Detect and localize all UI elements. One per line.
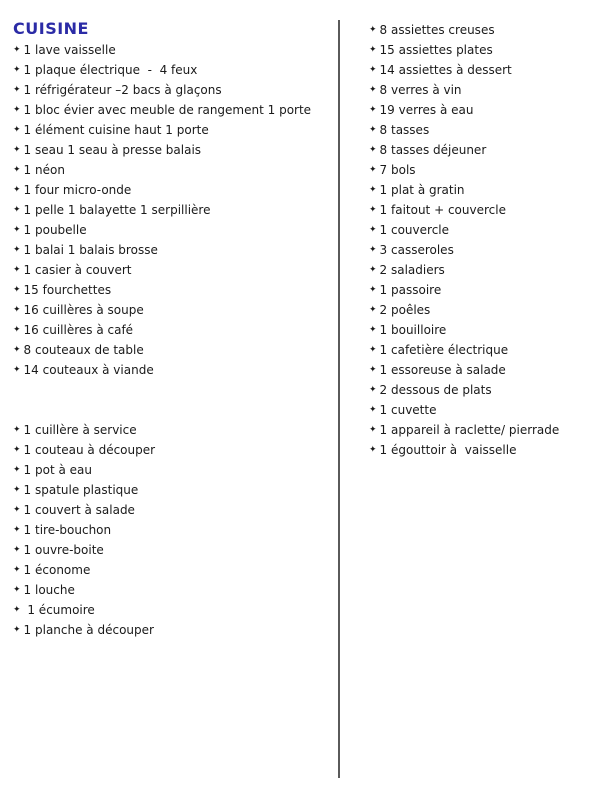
bullet-diamond-icon: ✦ (369, 225, 377, 235)
bullet-diamond-icon: ✦ (13, 445, 21, 455)
item-label: 1 réfrigérateur –2 bacs à glaçons (23, 83, 222, 97)
bullet-diamond-icon: ✦ (369, 185, 377, 195)
list-item (13, 80, 335, 100)
bullet-diamond-icon: ✦ (13, 205, 21, 215)
list-item (13, 460, 335, 480)
item-label: 1 élément cuisine haut 1 porte (23, 123, 209, 137)
item-label: 1 tire-bouchon (23, 523, 112, 537)
item-label: 1 plaque électrique - 4 feux (23, 63, 198, 77)
item-label: 1 poubelle (23, 223, 87, 237)
list-item (369, 280, 594, 300)
list-item (13, 500, 335, 520)
bullet-diamond-icon: ✦ (13, 265, 21, 275)
list-item (13, 200, 335, 220)
item-label: 8 tasses (379, 123, 430, 137)
bullet-diamond-icon: ✦ (369, 345, 377, 355)
item-label: 14 couteaux à viande (23, 363, 154, 377)
bullet-diamond-icon: ✦ (369, 45, 377, 55)
item-label: 1 planche à découper (23, 623, 154, 637)
item-label: 1 faitout + couvercle (379, 203, 506, 217)
bullet-diamond-icon: ✦ (369, 385, 377, 395)
item-label: 1 égouttoir à vaisselle (379, 443, 517, 457)
bullet-diamond-icon: ✦ (369, 285, 377, 295)
item-label: 1 couteau à découper (23, 443, 156, 457)
item-label: 1 couvercle (379, 223, 450, 237)
bullet-diamond-icon: ✦ (13, 325, 21, 335)
list-item (13, 220, 335, 240)
bullet-diamond-icon: ✦ (13, 585, 21, 595)
list-item (13, 540, 335, 560)
bullet-diamond-icon: ✦ (369, 425, 377, 435)
item-label: 16 cuillères à café (23, 323, 134, 337)
item-label: 1 ouvre-boite (23, 543, 104, 557)
list-item (13, 40, 335, 60)
list-item (13, 440, 335, 460)
bullet-diamond-icon: ✦ (13, 45, 21, 55)
list-item (369, 380, 594, 400)
list-item (369, 20, 594, 40)
bullet-diamond-icon: ✦ (13, 245, 21, 255)
kitchen-equipment-list (13, 40, 335, 380)
item-label: 1 balai 1 balais brosse (23, 243, 158, 257)
item-label: 1 néon (23, 163, 65, 177)
item-label: 3 casseroles (379, 243, 454, 257)
list-item (369, 60, 594, 80)
left-column (13, 17, 335, 640)
bullet-diamond-icon: ✦ (13, 145, 21, 155)
bullet-diamond-icon: ✦ (369, 165, 377, 175)
list-item (369, 120, 594, 140)
item-label: 1 écumoire (23, 603, 95, 617)
list-item (369, 360, 594, 380)
bullet-diamond-icon: ✦ (13, 305, 21, 315)
item-label: 1 pot à eau (23, 463, 92, 477)
item-label: 8 verres à vin (379, 83, 462, 97)
list-item (13, 360, 335, 380)
item-label: 1 cuillère à service (23, 423, 137, 437)
bullet-diamond-icon: ✦ (369, 245, 377, 255)
list-item (13, 480, 335, 500)
tableware-list (369, 20, 594, 460)
bullet-diamond-icon: ✦ (13, 365, 21, 375)
bullet-diamond-icon: ✦ (13, 545, 21, 555)
bullet-diamond-icon: ✦ (369, 125, 377, 135)
list-item (13, 620, 335, 640)
item-label: 16 cuillères à soupe (23, 303, 144, 317)
list-item (369, 260, 594, 280)
item-label: 1 casier à couvert (23, 263, 132, 277)
bullet-diamond-icon: ✦ (13, 345, 21, 355)
bullet-diamond-icon: ✦ (369, 65, 377, 75)
list-item (369, 40, 594, 60)
bullet-diamond-icon: ✦ (13, 105, 21, 115)
bullet-diamond-icon: ✦ (13, 465, 21, 475)
bullet-diamond-icon: ✦ (13, 605, 21, 615)
list-item (13, 100, 335, 120)
list-item (13, 560, 335, 580)
bullet-diamond-icon: ✦ (369, 405, 377, 415)
item-label: 1 bouilloire (379, 323, 447, 337)
item-label: 1 cuvette (379, 403, 437, 417)
list-item (369, 440, 594, 460)
list-item (13, 280, 335, 300)
item-label: 1 passoire (379, 283, 442, 297)
item-label: 8 couteaux de table (23, 343, 144, 357)
list-item (13, 600, 335, 620)
bullet-diamond-icon: ✦ (13, 425, 21, 435)
list-item (369, 160, 594, 180)
item-label: 1 appareil à raclette/ pierrade (379, 423, 560, 437)
item-label: 2 dessous de plats (379, 383, 492, 397)
list-item (369, 80, 594, 100)
list-item (13, 60, 335, 80)
item-label: 1 seau 1 seau à presse balais (23, 143, 202, 157)
item-label: 2 poêles (379, 303, 431, 317)
item-label: 14 assiettes à dessert (379, 63, 512, 77)
list-item (369, 240, 594, 260)
item-label: 15 fourchettes (23, 283, 112, 297)
item-label: 8 assiettes creuses (379, 23, 495, 37)
item-label: 19 verres à eau (379, 103, 474, 117)
bullet-diamond-icon: ✦ (13, 525, 21, 535)
bullet-diamond-icon: ✦ (369, 105, 377, 115)
list-item (13, 520, 335, 540)
bullet-diamond-icon: ✦ (369, 365, 377, 375)
bullet-diamond-icon: ✦ (369, 325, 377, 335)
bullet-diamond-icon: ✦ (13, 165, 21, 175)
item-label: 1 pelle 1 balayette 1 serpillière (23, 203, 211, 217)
list-item (369, 300, 594, 320)
bullet-diamond-icon: ✦ (369, 445, 377, 455)
item-label: 1 essoreuse à salade (379, 363, 506, 377)
list-item (369, 420, 594, 440)
item-label: 1 économe (23, 563, 91, 577)
bullet-diamond-icon: ✦ (369, 305, 377, 315)
utensils-list (13, 420, 335, 640)
list-item (369, 200, 594, 220)
list-item (13, 340, 335, 360)
list-item (13, 300, 335, 320)
list-item (13, 180, 335, 200)
list-item (369, 220, 594, 240)
page-title: CUISINE (13, 19, 89, 38)
list-item (13, 320, 335, 340)
bullet-diamond-icon: ✦ (369, 205, 377, 215)
bullet-diamond-icon: ✦ (13, 485, 21, 495)
item-label: 1 four micro-onde (23, 183, 132, 197)
item-label: 1 louche (23, 583, 75, 597)
bullet-diamond-icon: ✦ (369, 25, 377, 35)
item-label: 1 bloc évier avec meuble de rangement 1 porte (23, 103, 312, 117)
item-label: 1 plat à gratin (379, 183, 465, 197)
right-column (369, 20, 594, 460)
item-label: 1 couvert à salade (23, 503, 135, 517)
list-item (13, 260, 335, 280)
item-label: 1 spatule plastique (23, 483, 139, 497)
list-item (369, 400, 594, 420)
column-divider-line (338, 20, 340, 778)
list-item (369, 320, 594, 340)
item-label: 1 cafetière électrique (379, 343, 509, 357)
bullet-diamond-icon: ✦ (13, 125, 21, 135)
bullet-diamond-icon: ✦ (13, 285, 21, 295)
list-item (369, 100, 594, 120)
bullet-diamond-icon: ✦ (369, 145, 377, 155)
bullet-diamond-icon: ✦ (13, 505, 21, 515)
list-item (13, 240, 335, 260)
bullet-diamond-icon: ✦ (369, 265, 377, 275)
list-item (13, 580, 335, 600)
item-label: 2 saladiers (379, 263, 445, 277)
list-item (13, 120, 335, 140)
list-item (369, 140, 594, 160)
item-label: 7 bols (379, 163, 416, 177)
list-item (13, 160, 335, 180)
bullet-diamond-icon: ✦ (13, 625, 21, 635)
bullet-diamond-icon: ✦ (13, 85, 21, 95)
item-label: 15 assiettes plates (379, 43, 493, 57)
bullet-diamond-icon: ✦ (13, 185, 21, 195)
bullet-diamond-icon: ✦ (13, 565, 21, 575)
bullet-diamond-icon: ✦ (13, 225, 21, 235)
list-item (13, 420, 335, 440)
list-item (369, 340, 594, 360)
bullet-diamond-icon: ✦ (369, 85, 377, 95)
bullet-diamond-icon: ✦ (13, 65, 21, 75)
item-label: 8 tasses déjeuner (379, 143, 487, 157)
list-item (13, 140, 335, 160)
list-item (369, 180, 594, 200)
item-label: 1 lave vaisselle (23, 43, 116, 57)
